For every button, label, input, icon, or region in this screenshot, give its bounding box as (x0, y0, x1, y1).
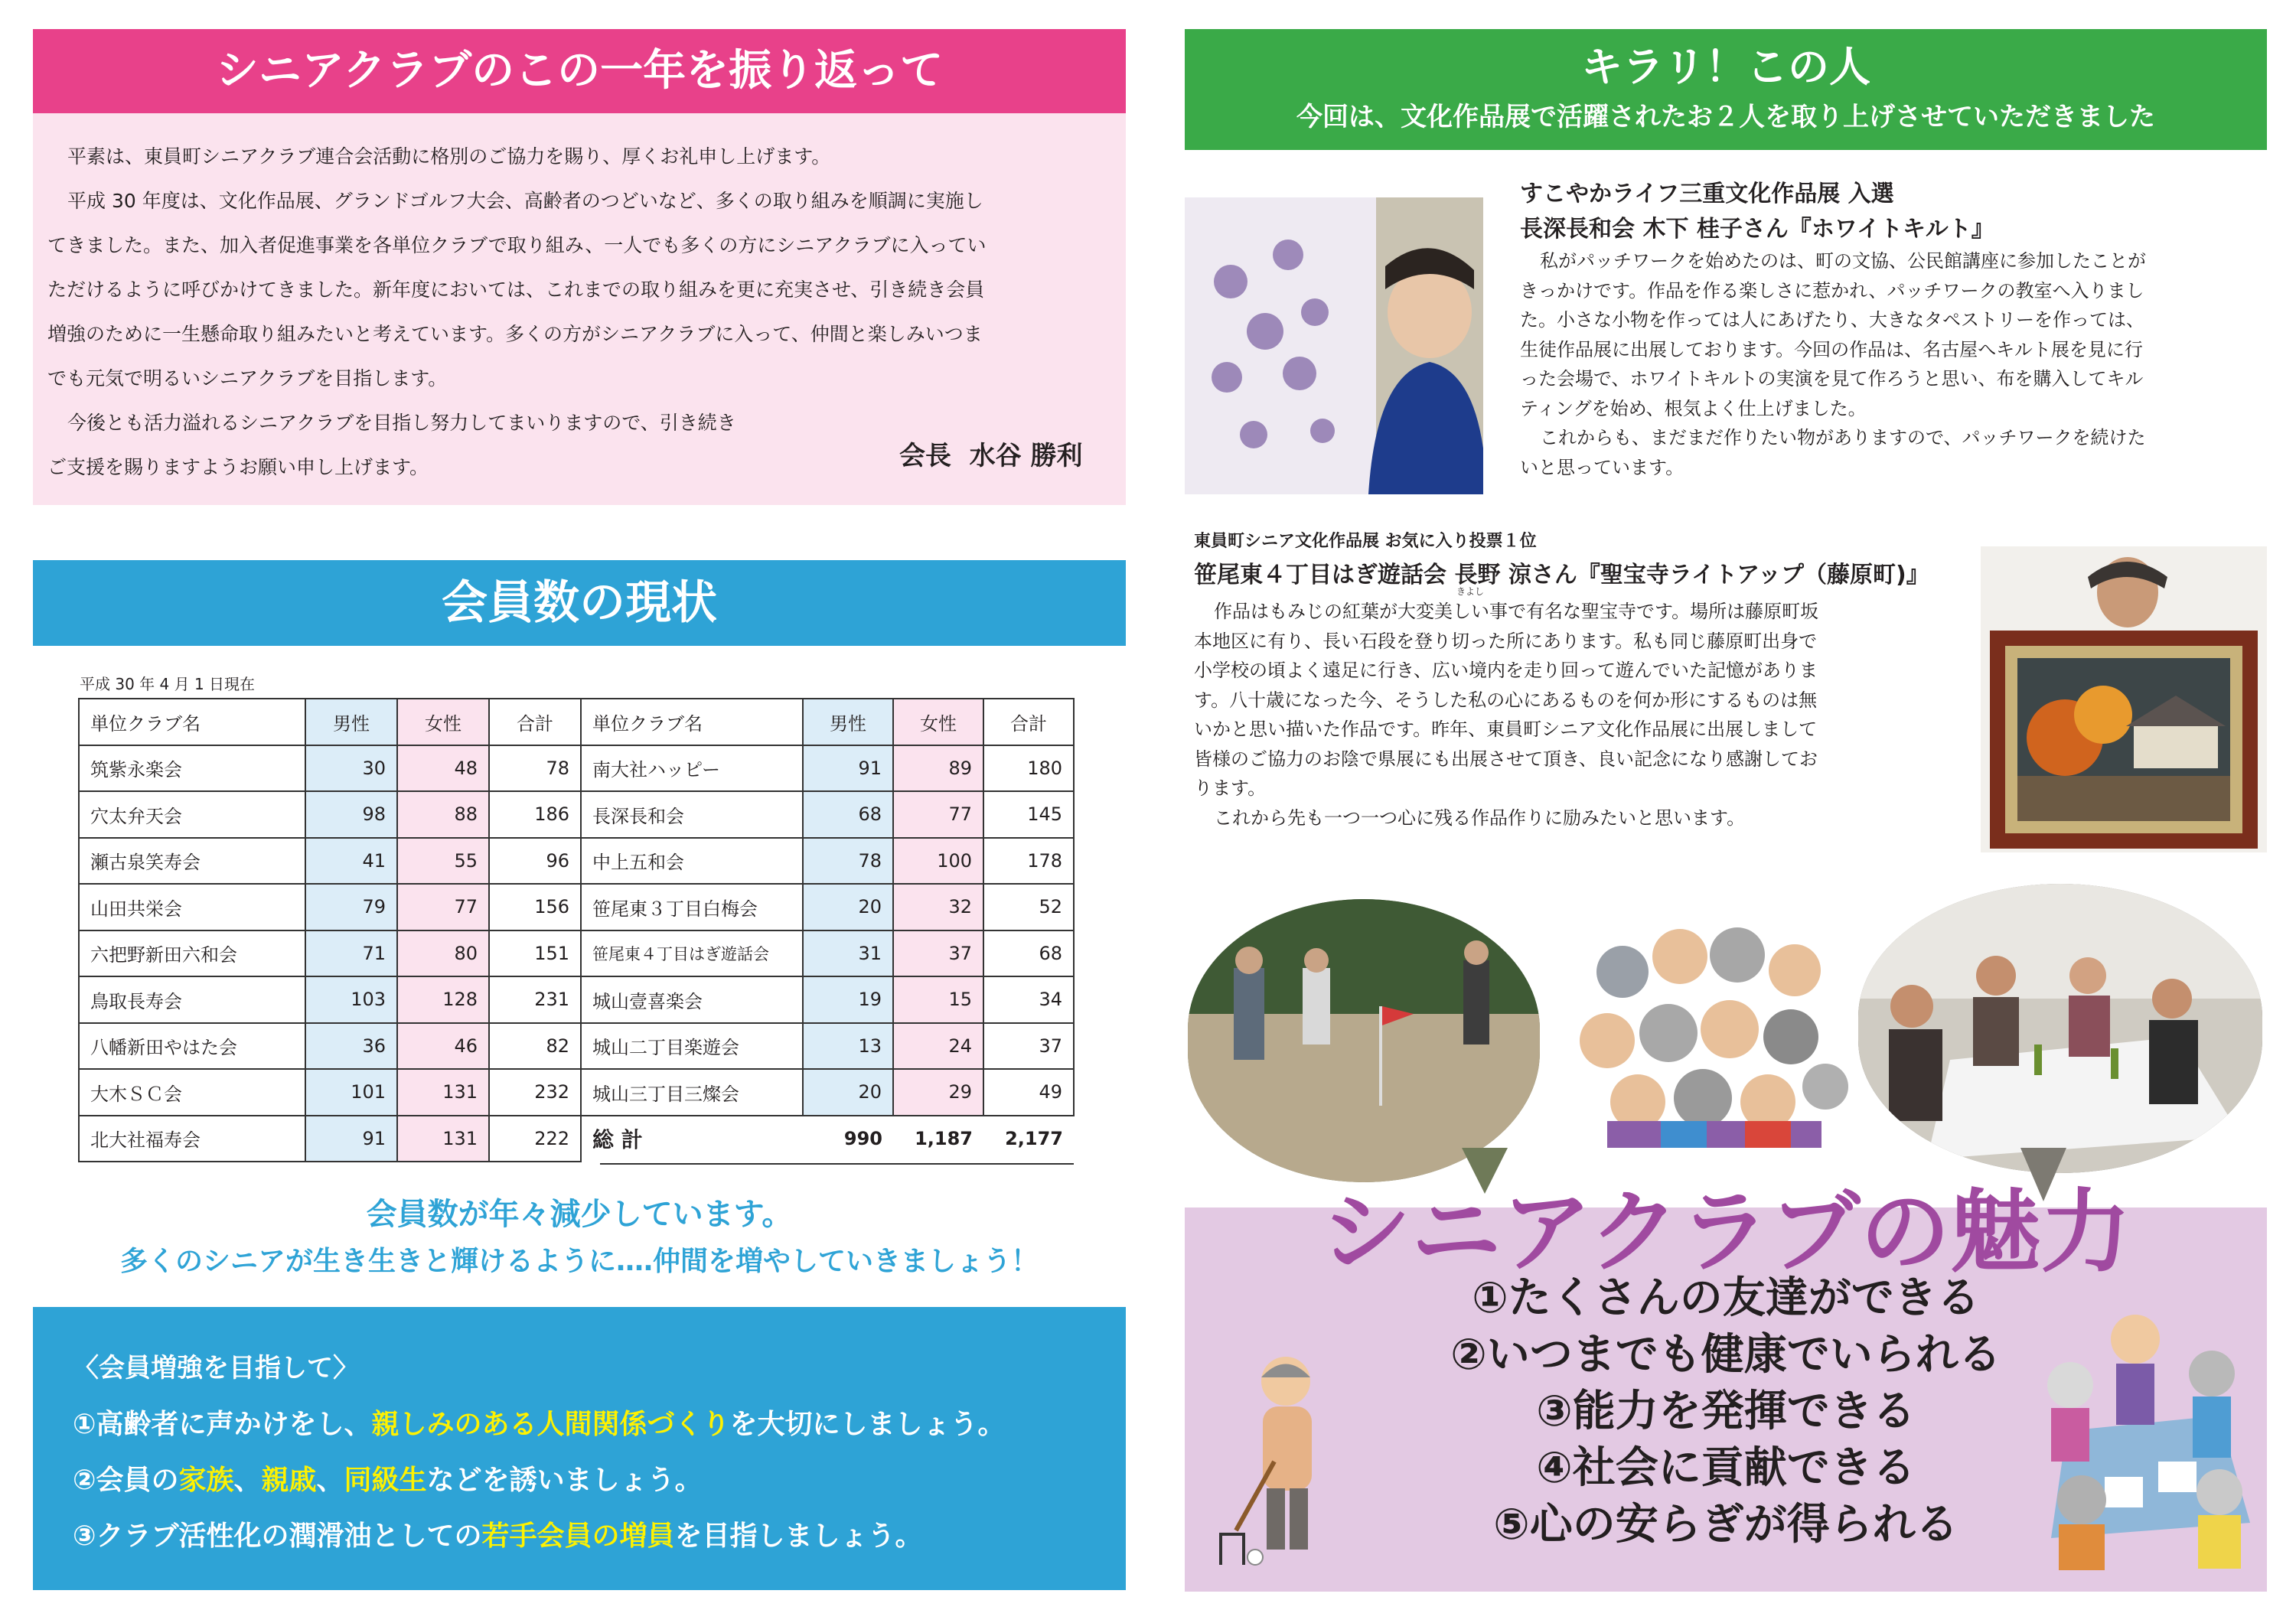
col-club: 単位クラブ名 (79, 699, 305, 745)
goal-text: ②会員の (73, 1465, 179, 1496)
grand-total-sum: 2,177 (1005, 1128, 1063, 1150)
person1-line: 私がパッチワークを始めたのは、町の文協、公民館講座に参加したことが (1540, 250, 2146, 272)
col-male: 男性 (803, 699, 893, 745)
goal-item-2 (73, 1458, 703, 1498)
male-count: 30 (305, 745, 397, 792)
table-row (79, 745, 1074, 792)
person1-line: 生徒作品展に出展しております。今回の作品は、名古屋へキルト展を見に行 (1520, 338, 2143, 360)
table-row (79, 1116, 1074, 1162)
male-count: 91 (305, 1116, 397, 1162)
review-signature: 会長 水谷 勝利 (899, 441, 1083, 471)
gateball-photo (1188, 899, 1540, 1182)
female-count: 131 (397, 1116, 489, 1162)
table-row (79, 884, 1074, 930)
col-club: 単位クラブ名 (581, 699, 803, 745)
female-count: 128 (397, 976, 489, 1023)
person1-line: いと思っています。 (1520, 456, 1684, 478)
club-name: 瀬古泉笑寿会 (79, 838, 305, 885)
total-underline (600, 1163, 1074, 1165)
person1-line: きっかけです。作品を作る楽しさに惹かれ、パッチワークの教室へ入りまし (1520, 279, 2144, 301)
person2-heading-2: 笹尾東４丁目はぎ遊話会 長野 涼さん『聖宝寺ライトアップ（藤原町)』 (1194, 562, 1929, 588)
total-count: 37 (983, 1023, 1074, 1070)
table-header-row (79, 699, 1074, 745)
goal-highlight: 親しみのある人間関係づくり (371, 1409, 730, 1440)
club-name: 南大社ハッピー (581, 745, 803, 792)
appeal-item: ①たくさんの友達ができる (1472, 1273, 1980, 1323)
grand-total-male: 990 (843, 1128, 882, 1150)
col-total: 合計 (489, 699, 581, 745)
review-paragraph: 今後とも活力溢れるシニアクラブを目指し努力してまいりますので、引き続き (67, 412, 736, 434)
club-name: 長深長和会 (581, 791, 803, 838)
goals-heading: 〈会員増強を目指して〉 (73, 1353, 359, 1383)
total-count: 34 (983, 976, 1074, 1023)
review-paragraph: ただけるように呼びかけてきました。新年度においては、これまでの取り組みを更に充実させ、引き続き会員 (47, 279, 985, 301)
goal-text: を大切にしましょう。 (729, 1409, 1006, 1440)
male-count: 103 (305, 976, 397, 1023)
male-count: 20 (803, 884, 893, 930)
members-note-2: 多くのシニアが生き生きと輝けるように‥‥仲間を増やしていきましょう！ (119, 1246, 1039, 1277)
female-count: 24 (893, 1023, 983, 1070)
total-count: 178 (983, 838, 1074, 885)
col-male: 男性 (305, 699, 397, 745)
appeal-item: ⑤心の安らぎが得られる (1493, 1500, 1958, 1550)
person1-body (1520, 246, 2255, 482)
total-count: 186 (489, 791, 581, 838)
club-name: 山田共栄会 (79, 884, 305, 930)
appeal-item: ④社会に貢献できる (1536, 1443, 1916, 1493)
total-count: 96 (489, 838, 581, 885)
person1-line: これからも、まだまだ作りたい物がありますので、パッチワークを続けた (1540, 427, 2146, 448)
goal-highlight: 同級生 (344, 1465, 427, 1496)
col-female: 女性 (893, 699, 983, 745)
review-paragraph: てきました。また、加入者促進事業を各単位クラブで取り組み、一人でも多くの方にシニアクラブに入ってい (47, 234, 987, 256)
grand-total-female: 1,187 (915, 1128, 973, 1150)
club-name: 城山壹喜楽会 (581, 976, 803, 1023)
grand-total-label: 総 計 (581, 1116, 803, 1162)
goal-text: ①高齢者に声かけをし、 (73, 1409, 372, 1440)
male-count: 19 (803, 976, 893, 1023)
goal-text: などを誘いましょう。 (426, 1465, 703, 1496)
female-count: 77 (893, 791, 983, 838)
table-row (79, 791, 1074, 838)
goal-text: を目指しましょう。 (674, 1520, 923, 1552)
male-count: 41 (305, 838, 397, 885)
female-count: 46 (397, 1023, 489, 1070)
female-count: 100 (893, 838, 983, 885)
table-row (79, 1023, 1074, 1070)
goal-text: ③クラブ活性化の潤滑油としての (73, 1520, 482, 1552)
person1-heading-2: 長深長和会 木下 桂子さん『ホワイトキルト』 (1520, 216, 1994, 243)
goal-text: 、 (233, 1465, 262, 1496)
members-title: 会員数の現状 (33, 560, 1126, 646)
kirari-title: キラリ！この人 (1581, 43, 1870, 91)
total-count: 145 (983, 791, 1074, 838)
female-count: 15 (893, 976, 983, 1023)
person1-line: た。小さな小物を作っては人にあげたり、大きなタペストリーを作っては、 (1520, 309, 2144, 331)
female-count: 55 (397, 838, 489, 885)
female-count: 32 (893, 884, 983, 930)
goal-highlight: 家族 (178, 1465, 234, 1496)
members-note-1: 会員数が年々減少しています。 (366, 1197, 793, 1232)
goal-highlight: 親戚 (261, 1465, 317, 1496)
review-title: シニアクラブのこの一年を振り返って (33, 29, 1126, 113)
person2-heading-1: 東員町シニア文化作品展 お気に入り投票１位 (1194, 532, 1537, 551)
total-count: 231 (489, 976, 581, 1023)
total-count: 156 (489, 884, 581, 930)
table-row (79, 838, 1074, 885)
goals-panel (33, 1307, 1126, 1590)
total-count: 151 (489, 930, 581, 977)
male-count: 78 (803, 838, 893, 885)
appeal-item: ③能力を発揮できる (1536, 1387, 1916, 1436)
total-count: 52 (983, 884, 1074, 930)
review-paragraph: ご支援を賜りますようお願い申し上げます。 (47, 456, 429, 478)
male-count: 36 (305, 1023, 397, 1070)
female-count: 77 (397, 884, 489, 930)
male-count: 68 (803, 791, 893, 838)
table-row (79, 976, 1074, 1023)
goal-text: 、 (316, 1465, 344, 1496)
table-row (79, 1069, 1074, 1116)
club-name: 六把野新田六和会 (79, 930, 305, 977)
person2-line: 本地区に有り、長い石段を登り切った所にあります。私も同じ藤原町出身で (1194, 630, 1818, 652)
painting-photo (1981, 546, 2267, 852)
male-count: 91 (803, 745, 893, 792)
female-count: 88 (397, 791, 489, 838)
person2-line: これから先も一つ一つ心に残る作品作りに励みたいと思います。 (1214, 807, 1746, 829)
person2-line: 皆様のご協力のお陰で県展にも出展させて頂き、良い記念になり感謝してお (1194, 748, 1818, 770)
total-count: 82 (489, 1023, 581, 1070)
total-count: 68 (983, 930, 1074, 977)
total-count: 232 (489, 1069, 581, 1116)
female-count: 131 (397, 1069, 489, 1116)
kirari-header (1185, 29, 2267, 150)
kirari-subtitle: 今回は、文化作品展で活躍されたお２人を取り上げさせていただきました (1296, 102, 2155, 132)
male-count: 71 (305, 930, 397, 977)
goal-highlight: 若手会員の増員 (481, 1520, 675, 1552)
person2-body (1194, 597, 1929, 833)
female-count: 29 (893, 1069, 983, 1116)
total-count: 78 (489, 745, 581, 792)
person2-line: ります。 (1194, 777, 1267, 799)
club-name: 穴太弁天会 (79, 791, 305, 838)
club-name: 筑紫永楽会 (79, 745, 305, 792)
table-row (79, 930, 1074, 977)
person2-line: す。八十歳になった今、そうした私の心にあるものを何か形にするものは無 (1194, 689, 1818, 711)
appeal-title: シニアクラブの魅力 (1320, 1179, 2131, 1285)
person2-line: 作品はもみじの紅葉が大変美しい事で有名な聖宝寺です。場所は藤原町坂 (1214, 601, 1819, 622)
group-table-illustration (2036, 1301, 2258, 1576)
female-count: 80 (397, 930, 489, 977)
person2-ruby: きよし (1456, 586, 1485, 597)
person1-heading-1: すこやかライフ三重文化作品展 入選 (1520, 181, 1894, 207)
club-name: 城山三丁目三燦会 (581, 1069, 803, 1116)
goal-item-3 (73, 1514, 923, 1553)
members-as-of: 平成 30 年 4 月 1 日現在 (80, 675, 256, 693)
person2-line: 小学校の頃よく遠足に行き、広い境内を走り回って遊んでいた記憶がありま (1194, 660, 1818, 681)
male-count: 20 (803, 1069, 893, 1116)
club-name: 大木ＳＣ会 (79, 1069, 305, 1116)
total-count: 222 (489, 1116, 581, 1162)
col-female: 女性 (397, 699, 489, 745)
crowd-illustration (1577, 911, 1852, 1148)
male-count: 98 (305, 791, 397, 838)
club-name: 中上五和会 (581, 838, 803, 885)
meeting-photo (1858, 884, 2262, 1173)
gateball-man-illustration (1213, 1347, 1351, 1569)
female-count: 89 (893, 745, 983, 792)
male-count: 13 (803, 1023, 893, 1070)
male-count: 79 (305, 884, 397, 930)
female-count: 37 (893, 930, 983, 977)
female-count: 48 (397, 745, 489, 792)
club-name: 城山二丁目楽遊会 (581, 1023, 803, 1070)
person1-line: ティングを始め、根気よく仕上げました。 (1520, 397, 1867, 419)
members-table (78, 698, 1075, 1162)
review-paragraph: でも元気で明るいシニアクラブを目指します。 (47, 367, 448, 389)
person2-line: いかと思い描いた作品です。昨年、東員町シニア文化作品展に出展しまして (1194, 719, 1818, 740)
male-count: 31 (803, 930, 893, 977)
col-total: 合計 (983, 699, 1074, 745)
review-paragraph: 増強のために一生懸命取り組みたいと考えています。多くの方がシニアクラブに入って、仲間と楽しみいつま (47, 323, 983, 345)
review-paragraph: 平成 30 年度は、文化作品展、グランドゴルフ大会、高齢者のつどいなど、多くの取り組みを順調に実施し (67, 190, 983, 212)
person1-line: った会場で、ホワイトキルトの実演を見て作ろうと思い、布を購入してキル (1520, 368, 2144, 389)
appeal-item: ②いつまでも健康でいられる (1450, 1330, 2001, 1380)
club-name: 笹尾東４丁目はぎ遊話会 (581, 930, 803, 977)
club-name: 北大社福寿会 (79, 1116, 305, 1162)
club-name: 鳥取長寿会 (79, 976, 305, 1023)
quilt-photo (1185, 197, 1483, 494)
club-name: 八幡新田やはた会 (79, 1023, 305, 1070)
club-name: 笹尾東３丁目白梅会 (581, 884, 803, 930)
goal-item-1 (73, 1403, 1006, 1442)
male-count: 101 (305, 1069, 397, 1116)
total-count: 180 (983, 745, 1074, 792)
review-paragraph: 平素は、東員町シニアクラブ連合会活動に格別のご協力を賜り、厚くお礼申し上げます。 (67, 145, 831, 168)
total-count: 49 (983, 1069, 1074, 1116)
